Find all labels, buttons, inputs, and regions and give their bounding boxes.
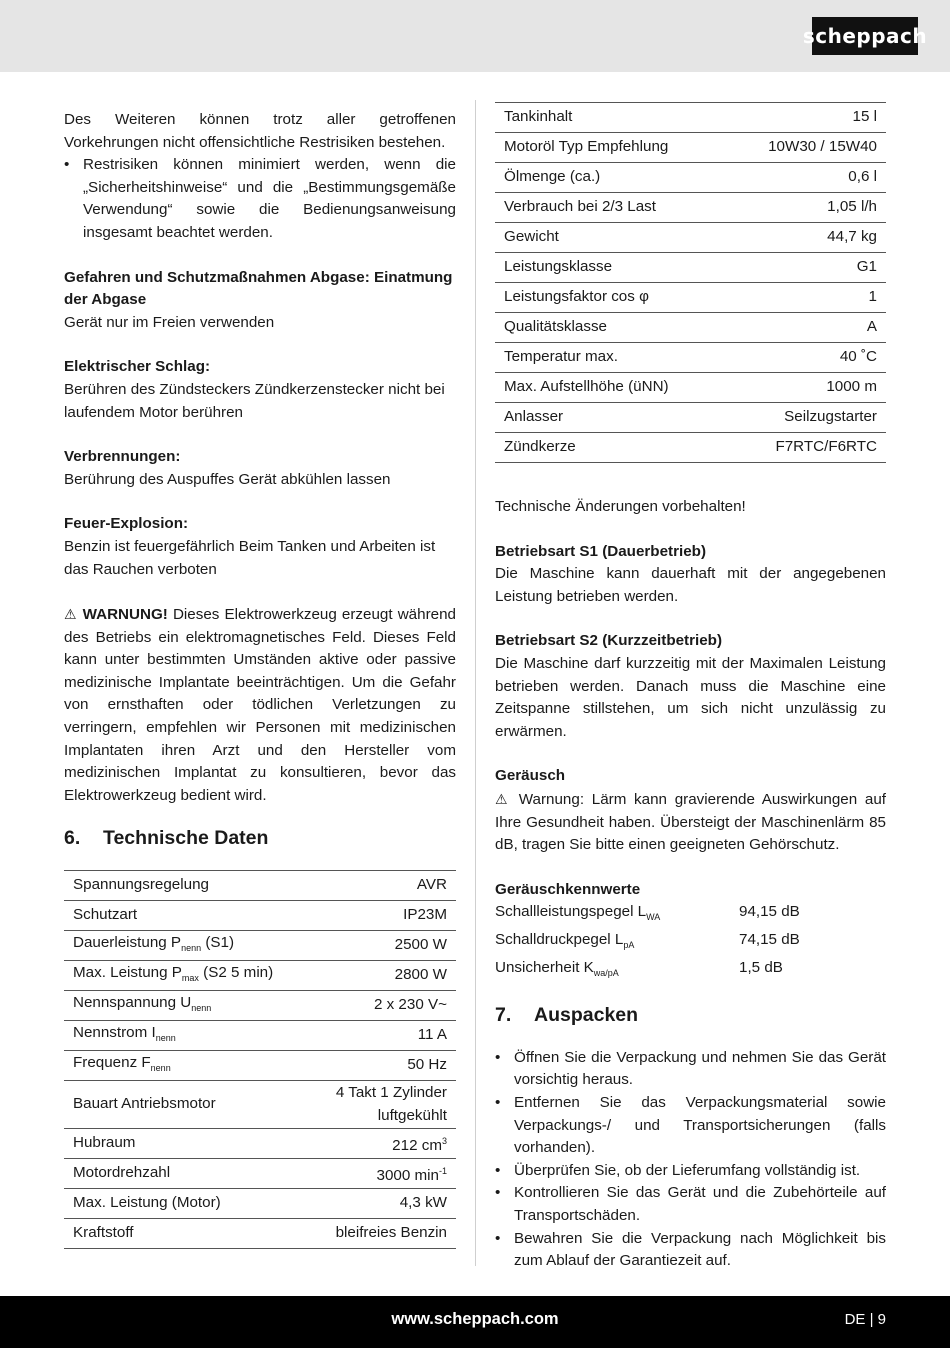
spec-label bbox=[64, 1051, 310, 1081]
spec-value bbox=[310, 1051, 456, 1081]
spec-row bbox=[495, 103, 886, 133]
spec-value bbox=[726, 253, 886, 283]
spec-value bbox=[310, 1189, 456, 1219]
spec-label-text: Max. Aufstellhöhe (üNN) bbox=[504, 378, 669, 396]
left-column bbox=[64, 109, 456, 1249]
spec-label-text: Spannungsregelung bbox=[73, 876, 209, 894]
spec-value bbox=[726, 223, 886, 253]
spec-label bbox=[64, 961, 310, 991]
spec-value-text: 2800 W bbox=[394, 966, 447, 984]
spec-row bbox=[64, 1021, 456, 1051]
spec-label bbox=[495, 253, 726, 283]
spec-label-sub: nenn bbox=[191, 1002, 212, 1013]
spec-label-text: Nennstrom I bbox=[73, 1023, 156, 1041]
spec-label-text: Hubraum bbox=[73, 1134, 136, 1152]
spec-value-text: 10W30 / 15W40 bbox=[768, 138, 877, 156]
spec-row bbox=[64, 1159, 456, 1189]
spec-row bbox=[64, 931, 456, 961]
noise-value: 94,15 dB bbox=[739, 903, 800, 921]
spec-label-text: Kraftstoff bbox=[73, 1224, 134, 1242]
spec-label bbox=[495, 403, 726, 433]
spec-row bbox=[495, 133, 886, 163]
warning-triangle-icon: ⚠ bbox=[64, 606, 78, 623]
spec-value-text: 1000 m bbox=[826, 378, 877, 396]
warning-label: WARNUNG! bbox=[82, 606, 168, 624]
warning-triangle-icon: ⚠ bbox=[495, 790, 512, 807]
spec-table-left bbox=[64, 870, 456, 1249]
spec-row bbox=[64, 901, 456, 931]
spec-label bbox=[495, 133, 726, 163]
residual-risk-bullet: • Restrisiken können minimiert werden, wenn die „Sicherheitshinweise“ und die „Bestimmungsgemäße Verwendung“ sowie die Bedienungsanweisung insgesamt beachtet werden. bbox=[64, 154, 456, 244]
section-title: Auspacken bbox=[534, 1004, 639, 1027]
spec-label bbox=[64, 901, 310, 931]
right-column bbox=[495, 102, 886, 1273]
spec-label-text: Temperatur max. bbox=[504, 348, 618, 366]
spec-value-sup: -1 bbox=[438, 1165, 447, 1176]
spec-value-sup: 3 bbox=[441, 1135, 447, 1146]
noise-value: 1,5 dB bbox=[739, 958, 783, 976]
spec-row bbox=[495, 193, 886, 223]
spec-label-text: Max. Leistung P bbox=[73, 963, 182, 981]
fire-text: Benzin ist feuergefährlich Beim Tanken und Arbeiten ist das Rauchen verboten bbox=[64, 537, 436, 578]
spec-value bbox=[726, 193, 886, 223]
page-number: DE | 9 bbox=[844, 1311, 886, 1328]
changes-note: Technische Änderungen vorbehalten! bbox=[495, 498, 746, 515]
spec-label-text: Leistungsklasse bbox=[504, 258, 613, 276]
spec-value-text: bleifreies Benzin bbox=[335, 1224, 447, 1242]
spec-value bbox=[310, 1021, 456, 1051]
exhaust-heading: Gefahren und Schutzmaßnahmen Abgase: Einatmung der Abgase bbox=[64, 268, 453, 309]
spec-label bbox=[495, 283, 726, 313]
noise-label bbox=[495, 901, 739, 929]
noise-text: Warnung: Lärm kann gravierende Auswirkungen auf Ihre Gesundheit haben. Übersteigt der Maschinenlärm 85 dB, tragen Sie bitte einen geeigneten Gehörschutz. bbox=[495, 790, 886, 854]
column-divider bbox=[475, 100, 476, 1266]
spec-value-text: 4 Takt 1 Zylinder bbox=[335, 1083, 447, 1101]
noise-label bbox=[495, 957, 739, 985]
spec-value bbox=[310, 871, 456, 901]
spec-value bbox=[310, 1129, 456, 1159]
spec-value-text: G1 bbox=[856, 258, 877, 276]
spec-row bbox=[64, 871, 456, 901]
spec-label-text: Max. Leistung (Motor) bbox=[73, 1194, 221, 1212]
spec-label-sub: nenn bbox=[155, 1032, 176, 1043]
s2-heading: Betriebsart S2 (Kurzzeitbetrieb) bbox=[495, 632, 723, 650]
noise-values-heading: Geräuschkennwerte bbox=[495, 880, 641, 898]
spec-label-text: Dauerleistung P bbox=[73, 933, 182, 951]
noise-value-row bbox=[495, 957, 886, 985]
spec-value-text: 4,3 kW bbox=[399, 1194, 447, 1212]
spec-value bbox=[310, 1159, 456, 1189]
spec-label-text: Motordrehzahl bbox=[73, 1164, 171, 1182]
emf-warning bbox=[64, 603, 456, 807]
spec-label bbox=[495, 163, 726, 193]
page-footer bbox=[0, 1296, 950, 1348]
unpack-list bbox=[495, 1047, 886, 1273]
spec-table-right bbox=[495, 102, 886, 463]
spec-value bbox=[310, 1219, 456, 1249]
spec-value-text: 212 cm bbox=[392, 1136, 442, 1154]
noise-value-row bbox=[495, 901, 886, 929]
spec-label bbox=[495, 373, 726, 403]
spec-value bbox=[310, 901, 456, 931]
spec-value-text: A bbox=[866, 318, 877, 336]
spec-value bbox=[310, 931, 456, 961]
spec-row bbox=[495, 283, 886, 313]
spec-label-end: (S2 5 min) bbox=[198, 963, 274, 981]
section-number: 6. bbox=[64, 827, 81, 850]
intro-text: Des Weiteren können trotz aller getroffenen Vorkehrungen nicht offensichtliche Restrisiken bestehen. bbox=[64, 111, 456, 151]
spec-value bbox=[726, 343, 886, 373]
spec-label bbox=[495, 433, 726, 463]
spec-value-text: 2500 W bbox=[394, 936, 447, 954]
section-7-heading bbox=[495, 1004, 886, 1027]
spec-label bbox=[495, 193, 726, 223]
unpack-item: • Kontrollieren Sie das Gerät und die Zubehörteile auf Transportschäden. bbox=[495, 1182, 886, 1227]
spec-label-end: (S1) bbox=[201, 933, 235, 951]
noise-label-text: Schallleistungspegel L bbox=[495, 903, 647, 921]
spec-label-text: Anlasser bbox=[504, 408, 564, 426]
spec-value-text: 44,7 kg bbox=[827, 228, 877, 246]
section-number: 7. bbox=[495, 1004, 512, 1027]
spec-label-text: Nennspannung U bbox=[73, 993, 192, 1011]
noise-label bbox=[495, 929, 739, 957]
spec-label-text: Motoröl Typ Empfehlung bbox=[504, 138, 669, 156]
noise-label-sub: pA bbox=[623, 939, 635, 950]
burn-text: Berührung des Auspuffes Gerät abkühlen lassen bbox=[64, 470, 391, 488]
unpack-item: • Bewahren Sie die Verpackung nach Möglichkeit bis zum Ablauf der Garantiezeit auf. bbox=[495, 1228, 886, 1273]
spec-label bbox=[495, 223, 726, 253]
spec-label-sub: max bbox=[181, 972, 199, 983]
unpack-item: • Öffnen Sie die Verpackung und nehmen Sie das Gerät vorsichtig heraus. bbox=[495, 1047, 886, 1092]
noise-label-sub: wa/pA bbox=[593, 967, 619, 978]
s1-heading: Betriebsart S1 (Dauerbetrieb) bbox=[495, 542, 707, 560]
unpack-item: • Überprüfen Sie, ob der Lieferumfang vollständig ist. bbox=[495, 1160, 886, 1183]
spec-label bbox=[64, 1021, 310, 1051]
spec-value bbox=[726, 163, 886, 193]
spec-label bbox=[495, 313, 726, 343]
noise-label-text: Schalldruckpegel L bbox=[495, 930, 624, 948]
spec-row bbox=[495, 373, 886, 403]
spec-value-text: Seilzugstarter bbox=[784, 408, 877, 426]
spec-label-text: Verbrauch bei 2/3 Last bbox=[504, 198, 656, 216]
spec-label bbox=[64, 1219, 310, 1249]
spec-label-text: Leistungsfaktor cos φ bbox=[504, 288, 649, 306]
spec-value-text: 2 x 230 V~ bbox=[373, 996, 447, 1014]
spec-value-text: IP23M bbox=[403, 906, 447, 924]
spec-label bbox=[64, 1081, 310, 1129]
spec-label-text: Gewicht bbox=[504, 228, 559, 246]
spec-row bbox=[64, 1081, 456, 1129]
spec-row bbox=[495, 163, 886, 193]
noise-warning bbox=[495, 788, 886, 857]
exhaust-text: Gerät nur im Freien verwenden bbox=[64, 313, 275, 331]
spec-row bbox=[495, 313, 886, 343]
noise-heading: Geräusch bbox=[495, 767, 566, 785]
noise-values bbox=[495, 901, 886, 984]
noise-value-row bbox=[495, 929, 886, 957]
page-header bbox=[0, 0, 950, 72]
spec-label-sub: nenn bbox=[150, 1062, 171, 1073]
spec-value-text: 1,05 l/h bbox=[827, 198, 877, 216]
spec-value bbox=[726, 283, 886, 313]
spec-label-text: Frequenz F bbox=[73, 1053, 151, 1071]
s2-text: Die Maschine darf kurzzeitig mit der Maximalen Leistung betrieben werden. Danach muss die Maschine eine Zeitspanne stillstehen, um sich nicht unzulässig zu erwärmen. bbox=[495, 654, 886, 740]
spec-row bbox=[495, 403, 886, 433]
spec-label bbox=[495, 343, 726, 373]
spec-label-sub: nenn bbox=[181, 942, 202, 953]
spec-row bbox=[495, 253, 886, 283]
scheppach-logo: scheppach bbox=[812, 17, 918, 55]
section-6-heading bbox=[64, 827, 456, 850]
warning-text: Dieses Elektrowerkzeug erzeugt während des Betriebs ein elektromagnetisches Feld. Dieses Feld kann unter bestimmten Umständen aktive oder passive medizinische Implantate beeinträchtigen. Um die Gefahr von ernsthaften oder tödlichen Verletzungen zu verringern, empfehlen wir Personen mit medizinischen Implantaten ihren Arzt und den Hersteller vom medizinischen Implantat zu konsultieren, bevor das Elektrowerkzeug bedient wird. bbox=[64, 606, 456, 804]
spec-value-text: 11 A bbox=[417, 1026, 447, 1044]
shock-text: Berühren des Zündsteckers Zündkerzenstecker nicht bei laufendem Motor berühren bbox=[64, 380, 445, 421]
spec-label bbox=[64, 1129, 310, 1159]
unpack-item: • Entfernen Sie das Verpackungsmaterial sowie Verpackungs-/ und Transportsicherungen (falls vorhanden). bbox=[495, 1092, 886, 1160]
spec-label bbox=[495, 103, 726, 133]
spec-value bbox=[726, 133, 886, 163]
spec-value bbox=[726, 373, 886, 403]
spec-label-text: Zündkerze bbox=[504, 438, 576, 456]
spec-value-text: 15 l bbox=[852, 108, 877, 126]
spec-row bbox=[64, 1219, 456, 1249]
spec-value-text-2: luftgekühlt bbox=[377, 1106, 447, 1124]
spec-value-text: 40 ˚C bbox=[839, 348, 877, 366]
spec-row bbox=[64, 1129, 456, 1159]
spec-value bbox=[310, 991, 456, 1021]
spec-label-text: Ölmenge (ca.) bbox=[504, 168, 601, 186]
spec-row bbox=[495, 433, 886, 463]
spec-label bbox=[64, 871, 310, 901]
spec-value bbox=[726, 103, 886, 133]
spec-label-text: Schutzart bbox=[73, 906, 138, 924]
fire-heading: Feuer-Explosion: bbox=[64, 515, 189, 533]
spec-label bbox=[64, 931, 310, 961]
spec-value bbox=[726, 403, 886, 433]
spec-label-text: Qualitätsklasse bbox=[504, 318, 607, 336]
spec-value-text: 50 Hz bbox=[407, 1056, 447, 1074]
s1-text: Die Maschine kann dauerhaft mit der angegebenen Leistung betrieben werden. bbox=[495, 565, 886, 605]
spec-label-text: Tankinhalt bbox=[504, 108, 573, 126]
spec-row bbox=[64, 1051, 456, 1081]
burn-heading: Verbrennungen: bbox=[64, 448, 181, 466]
spec-label bbox=[64, 991, 310, 1021]
spec-value-text: AVR bbox=[416, 876, 447, 894]
footer-url[interactable]: www.scheppach.com bbox=[391, 1310, 559, 1328]
spec-row bbox=[495, 343, 886, 373]
spec-label-text: Bauart Antriebsmotor bbox=[73, 1095, 216, 1113]
spec-row bbox=[64, 1189, 456, 1219]
spec-value bbox=[310, 1081, 456, 1129]
spec-value bbox=[726, 313, 886, 343]
spec-row bbox=[64, 991, 456, 1021]
shock-heading: Elektrischer Schlag: bbox=[64, 358, 211, 376]
spec-row bbox=[64, 961, 456, 991]
spec-value-text: F7RTC/F6RTC bbox=[775, 438, 877, 456]
noise-label-text: Unsicherheit K bbox=[495, 958, 594, 976]
spec-row bbox=[495, 223, 886, 253]
noise-value: 74,15 dB bbox=[739, 930, 800, 948]
spec-value-text: 0,6 l bbox=[848, 168, 877, 186]
spec-value-text: 3000 min bbox=[376, 1166, 439, 1184]
spec-value-text: 1 bbox=[868, 288, 877, 306]
spec-value bbox=[726, 433, 886, 463]
spec-label bbox=[64, 1189, 310, 1219]
noise-label-sub: WA bbox=[646, 912, 661, 923]
spec-label bbox=[64, 1159, 310, 1189]
spec-value bbox=[310, 961, 456, 991]
section-title: Technische Daten bbox=[103, 827, 269, 850]
